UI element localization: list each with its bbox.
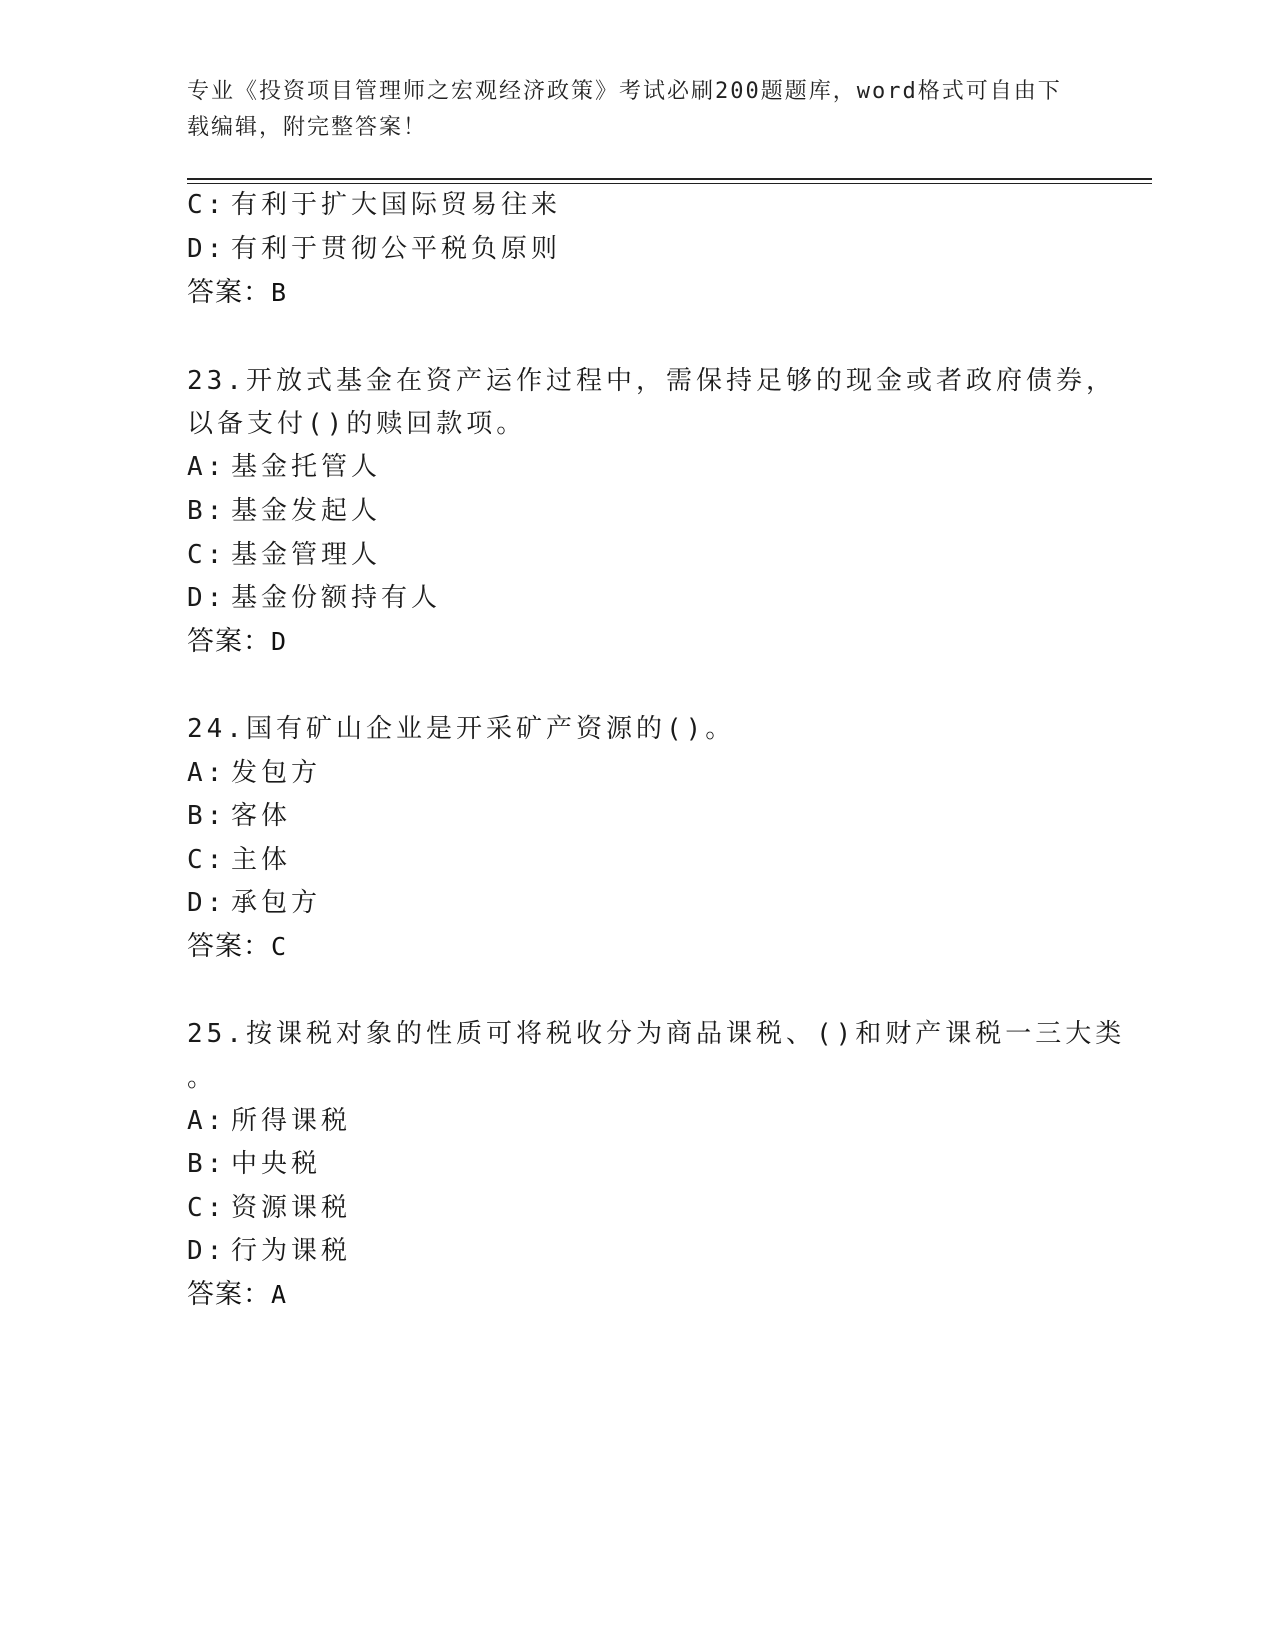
option-c [187,538,381,572]
option-text: 有利于贯彻公平税负原则 [231,234,562,264]
option-label: C: [187,1193,227,1223]
option-b [187,799,291,833]
option-label: A: [187,758,227,788]
question-24-stem: 24.国有矿山企业是开采矿产资源的()。 [187,714,736,744]
option-text: 有利于扩大国际贸易往来 [231,190,562,220]
option-a [187,756,321,790]
option-label: A: [187,1106,227,1136]
option-a [187,450,381,484]
answer-prefix: 答案： [187,931,271,962]
option-label: A: [187,452,227,482]
option-text: 主体 [231,845,292,875]
option-label: C: [187,190,227,220]
option-text: 承包方 [231,888,322,918]
question-23-stem-cont: 以备支付()的赎回款项。 [187,409,527,439]
answer-line [187,1278,287,1312]
header-divider [187,178,1152,180]
option-text: 基金管理人 [231,540,382,570]
option-label: D: [187,234,227,264]
option-text: 中央税 [231,1149,322,1179]
option-d [187,581,441,615]
option-c [187,188,561,222]
answer-line [187,625,287,659]
answer-line [187,276,287,310]
answer-value: C [271,932,288,961]
answer-line [187,930,287,964]
option-c [187,843,291,877]
option-c [187,1191,351,1225]
option-label: D: [187,583,227,613]
option-text: 客体 [231,801,292,831]
option-label: B: [187,496,227,526]
option-label: B: [187,1149,227,1179]
option-text: 基金托管人 [231,452,382,482]
question-23-stem: 23.开放式基金在资产运作过程中，需保持足够的现金或者政府债券， [187,366,1116,396]
option-text: 基金发起人 [231,496,382,526]
option-b [187,1147,321,1181]
question-25-stem-cont: 。 [187,1063,218,1093]
answer-prefix: 答案： [187,626,271,657]
option-label: D: [187,888,227,918]
page-header: 专业《投资项目管理师之宏观经济政策》考试必刷200题题库，word格式可自由下载编辑，附完整答案！ [187,79,1062,140]
option-d [187,1234,351,1268]
option-label: C: [187,540,227,570]
answer-prefix: 答案： [187,277,271,308]
option-label: D: [187,1236,227,1266]
option-text: 行为课税 [231,1236,352,1266]
option-text: 发包方 [231,758,322,788]
answer-value: D [271,627,288,656]
option-label: B: [187,801,227,831]
option-d [187,886,321,920]
answer-prefix: 答案： [187,1279,271,1310]
question-25-stem: 25.按课税对象的性质可将税收分为商品课税、()和财产课税一三大类 [187,1019,1126,1049]
option-text: 资源课税 [231,1193,352,1223]
option-d [187,232,561,266]
option-text: 所得课税 [231,1106,352,1136]
header-divider-thin [187,183,1152,184]
option-text: 基金份额持有人 [231,583,442,613]
option-label: C: [187,845,227,875]
answer-value: A [271,1280,288,1309]
option-a [187,1104,351,1138]
answer-value: B [271,278,288,307]
option-b [187,494,381,528]
